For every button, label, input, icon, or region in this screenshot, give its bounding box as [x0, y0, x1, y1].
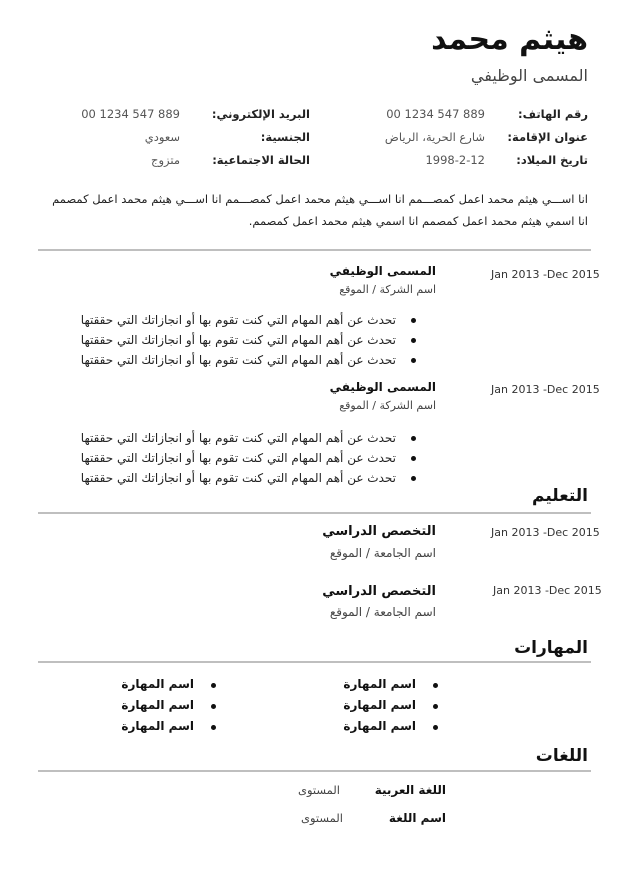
- profile-summary: انا اســـي هيثم محمد اعمل كمصـــمم انا اســـي هيثم محمد اعمل كمصـــمم انا اســـي هيثم محمد اعمل كمصمم انا اسمي هيثم محمد اعمل كمصمم انا اسمي هيثم محمد اعمل كمصمم.: [52, 192, 588, 228]
- education-major: التخصص الدراسي: [322, 524, 436, 539]
- bullet-icon: [411, 456, 416, 461]
- birth-label: تاريخ الميلاد:: [516, 153, 588, 167]
- nationality-value: سعودي: [144, 130, 180, 144]
- skills-section-title: المهارات: [514, 638, 588, 658]
- experience-title: المسمى الوظيفي: [329, 264, 436, 278]
- language-name: اسم اللغة: [388, 811, 446, 825]
- list-item: تحدث عن أهم المهام التي كنت تقوم بها أو انجازاتك التي حققتها: [81, 310, 418, 330]
- list-item: تحدث عن أهم المهام التي كنت تقوم بها أو انجازاتك التي حققتها: [81, 448, 418, 468]
- bullet-icon: [411, 338, 416, 343]
- language-level: المستوى: [297, 783, 340, 797]
- nationality-label: الجنسية:: [260, 130, 310, 144]
- bullet-icon: [433, 725, 438, 730]
- education-date: Jan 2013 -Dec 2015: [491, 526, 600, 539]
- list-item: تحدث عن أهم المهام التي كنت تقوم بها أو انجازاتك التي حققتها: [81, 330, 418, 350]
- experience-bullets: [81, 310, 418, 370]
- education-university: اسم الجامعة / الموقع: [329, 546, 436, 560]
- experience-company: اسم الشركة / الموقع: [339, 283, 436, 296]
- list-item: تحدث عن أهم المهام التي كنت تقوم بها أو انجازاتك التي حققتها: [81, 428, 418, 448]
- skill-item: اسم المهارة: [121, 698, 218, 712]
- address-value: شارع الحرية، الرياض: [384, 130, 485, 144]
- bullet-icon: [211, 683, 216, 688]
- divider: [38, 770, 591, 772]
- email-value: 00 1234 547 889: [81, 107, 180, 121]
- job-title: المسمى الوظيفي: [470, 66, 588, 85]
- experience-bullets: [81, 428, 418, 488]
- languages-section-title: اللغات: [535, 746, 588, 766]
- skill-item: اسم المهارة: [343, 677, 440, 691]
- bullet-icon: [211, 704, 216, 709]
- education-major: التخصص الدراسي: [322, 584, 436, 599]
- birth-value: 1998-2-12: [425, 153, 485, 167]
- skill-item: اسم المهارة: [121, 719, 218, 733]
- skill-item: اسم المهارة: [343, 719, 440, 733]
- bullet-icon: [411, 436, 416, 441]
- marital-value: متزوج: [151, 153, 180, 167]
- divider: [38, 661, 591, 663]
- marital-label: الحالة الاجتماعية:: [212, 153, 310, 167]
- language-name: اللغة العربية: [374, 783, 446, 797]
- bullet-icon: [211, 725, 216, 730]
- bullet-icon: [411, 358, 416, 363]
- skill-item: اسم المهارة: [343, 698, 440, 712]
- list-item: تحدث عن أهم المهام التي كنت تقوم بها أو انجازاتك التي حققتها: [81, 468, 418, 488]
- bullet-icon: [433, 704, 438, 709]
- divider: [38, 512, 591, 514]
- divider: [38, 249, 591, 251]
- phone-value: 00 1234 547 889: [386, 107, 485, 121]
- education-university: اسم الجامعة / الموقع: [329, 605, 436, 619]
- experience-date: Jan 2013 -Dec 2015: [491, 268, 600, 281]
- skill-item: اسم المهارة: [121, 677, 218, 691]
- phone-label: رقم الهاتف:: [518, 107, 588, 121]
- bullet-icon: [433, 683, 438, 688]
- experience-date: Jan 2013 -Dec 2015: [491, 383, 600, 396]
- candidate-name: هيثم محمد: [431, 22, 588, 57]
- experience-title: المسمى الوظيفي: [329, 380, 436, 394]
- bullet-icon: [411, 476, 416, 481]
- education-section-title: التعليم: [532, 486, 588, 506]
- experience-company: اسم الشركة / الموقع: [339, 399, 436, 412]
- education-date: Jan 2013 -Dec 2015: [493, 584, 602, 597]
- address-label: عنوان الإقامة:: [507, 130, 588, 144]
- language-level: المستوى: [300, 811, 343, 825]
- bullet-icon: [411, 318, 416, 323]
- list-item: تحدث عن أهم المهام التي كنت تقوم بها أو انجازاتك التي حققتها: [81, 350, 418, 370]
- email-label: البريد الإلكتروني:: [211, 107, 310, 121]
